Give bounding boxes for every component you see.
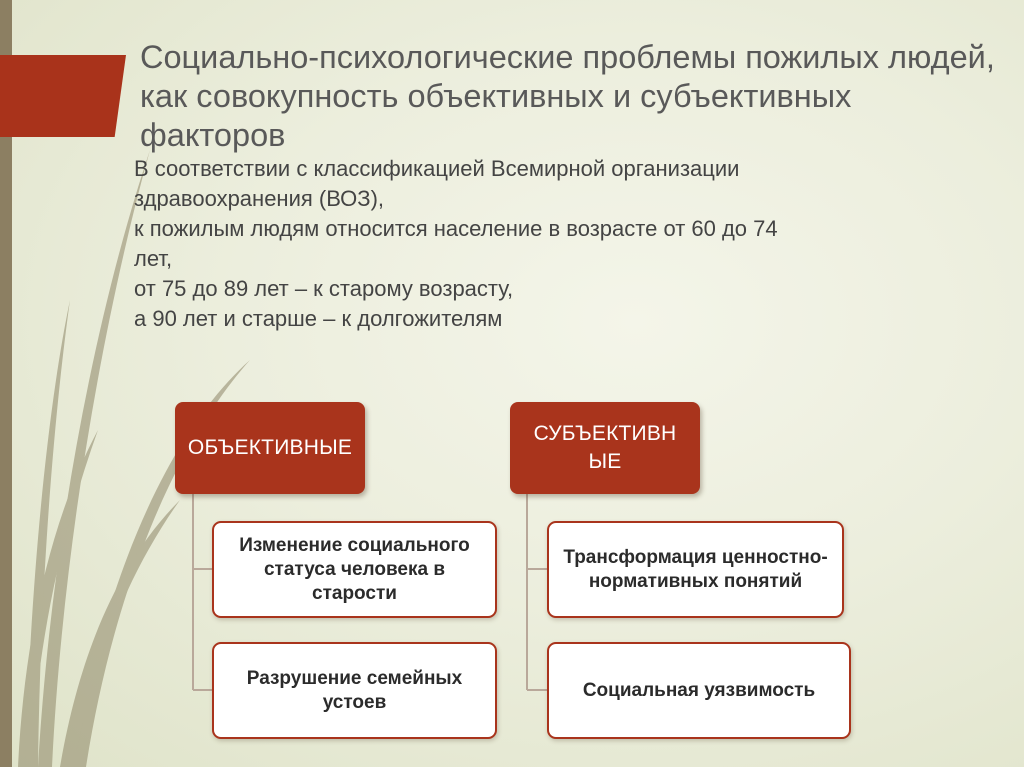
objective-item-status	[212, 521, 497, 618]
item-label: Разрушение семейных устоев	[246, 667, 463, 713]
category-subjective	[510, 402, 700, 494]
category-subjective-label: СУБЪЕКТИВН ЫЕ	[533, 422, 677, 473]
subtitle-line: к пожилым людям относится население в возрасте от 60 до 74	[134, 216, 778, 241]
subtitle-line: здравоохранения (ВОЗ),	[134, 186, 385, 211]
subtitle-line: от 75 до 89 лет – к старому возрасту,	[134, 276, 514, 301]
item-label: Социальная уязвимость	[582, 679, 816, 701]
subtitle-line: В соответствии с классификацией Всемирной организации	[134, 156, 740, 181]
objective-item-family	[212, 642, 497, 739]
subtitle-line: лет,	[134, 246, 173, 271]
subtitle-line: а 90 лет и старше – к долгожителям	[134, 306, 503, 331]
category-objective-label: ОБЪЕКТИВНЫЕ	[187, 436, 353, 459]
subjective-item-vulnerability	[547, 642, 851, 739]
item-label: Трансформация ценностно-нормативных понятий	[563, 546, 828, 592]
category-objective	[175, 402, 365, 494]
item-label: Изменение социального статуса человека в старости	[239, 534, 470, 604]
slide-title: Социально-психологические проблемы пожилых людей, как совокупность объективных и субъективных факторов	[140, 39, 995, 153]
subjective-item-values	[547, 521, 844, 618]
